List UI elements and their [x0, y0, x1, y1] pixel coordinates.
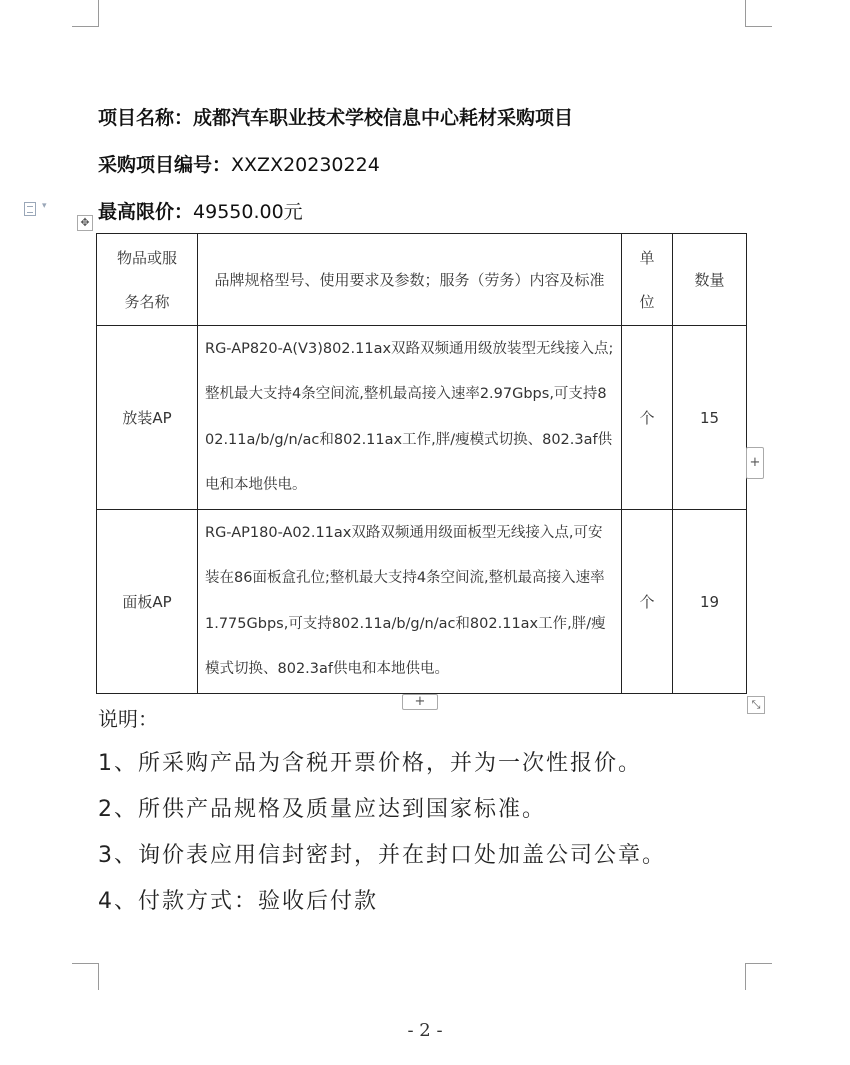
dropdown-caret-icon: ▾ [42, 201, 47, 211]
note-item: 2、所供产品规格及质量应达到国家标准。 [98, 797, 546, 822]
max-price: 49550.00元 [193, 201, 303, 223]
project-name: 成都汽车职业技术学校信息中心耗材采购项目 [193, 107, 574, 129]
note-item: 1、所采购产品为含税开票价格，并为一次性报价。 [98, 751, 642, 776]
item-spec: RG-AP820-A(V3)802.11ax双路双频通用级放装型无线接入点;整机最大支持4条空间流,整机最高接入速率2.97Gbps,可支持802.11a/b/g/n/ac和802.11ax工作,胖/瘦模式切换、802.3af供电和本地供电。 [198, 326, 622, 510]
project-name-label: 项目名称： [98, 107, 194, 129]
header-unit: 单位 [622, 234, 673, 326]
crop-mark-top-right [745, 0, 772, 27]
header-item-name: 物品或服务名称 [97, 234, 198, 326]
project-name-line [98, 103, 573, 130]
crop-mark-bottom-right [745, 963, 772, 990]
project-no-line [98, 150, 380, 177]
note-item: 3、询价表应用信封密封，并在封口处加盖公司公章。 [98, 843, 666, 868]
notes-title: 说明： [98, 707, 158, 731]
project-no: XXZX20230224 [231, 154, 380, 176]
item-quantity: 15 [673, 326, 747, 510]
item-name: 放装AP [97, 326, 198, 510]
item-unit: 个 [622, 510, 673, 694]
table-header-row [97, 234, 747, 326]
max-price-line [98, 197, 303, 224]
project-no-label: 采购项目编号： [98, 154, 232, 176]
crop-mark-bottom-left [72, 963, 99, 990]
item-name: 面板AP [97, 510, 198, 694]
header-quantity: 数量 [673, 234, 747, 326]
document-icon [24, 202, 36, 216]
header-spec: 品牌规格型号、使用要求及参数；服务（劳务）内容及标准 [198, 234, 622, 326]
note-item: 4、付款方式：验收后付款 [98, 889, 378, 914]
table-move-handle-icon[interactable]: ✥ [77, 215, 93, 231]
add-row-button[interactable]: + [402, 694, 438, 710]
item-spec: RG-AP180-A02.11ax双路双频通用级面板型无线接入点,可安装在86面板盒孔位;整机最大支持4条空间流,整机最高接入速率1.775Gbps,可支持802.11a/b/g/n/ac和802.11ax工作,胖/瘦模式切换、802.3af供电和本地供电。 [198, 510, 622, 694]
table-row [97, 510, 747, 694]
item-quantity: 19 [673, 510, 747, 694]
max-price-label: 最高限价： [98, 201, 194, 223]
add-column-button[interactable]: + [746, 447, 764, 479]
item-unit: 个 [622, 326, 673, 510]
crop-mark-top-left [72, 0, 99, 27]
page-number: - 2 - [407, 1020, 443, 1041]
table-resize-handle-icon[interactable]: ⤡ [747, 696, 765, 714]
procurement-table [96, 233, 747, 694]
table-row [97, 326, 747, 510]
paragraph-options-icon[interactable] [24, 201, 54, 217]
